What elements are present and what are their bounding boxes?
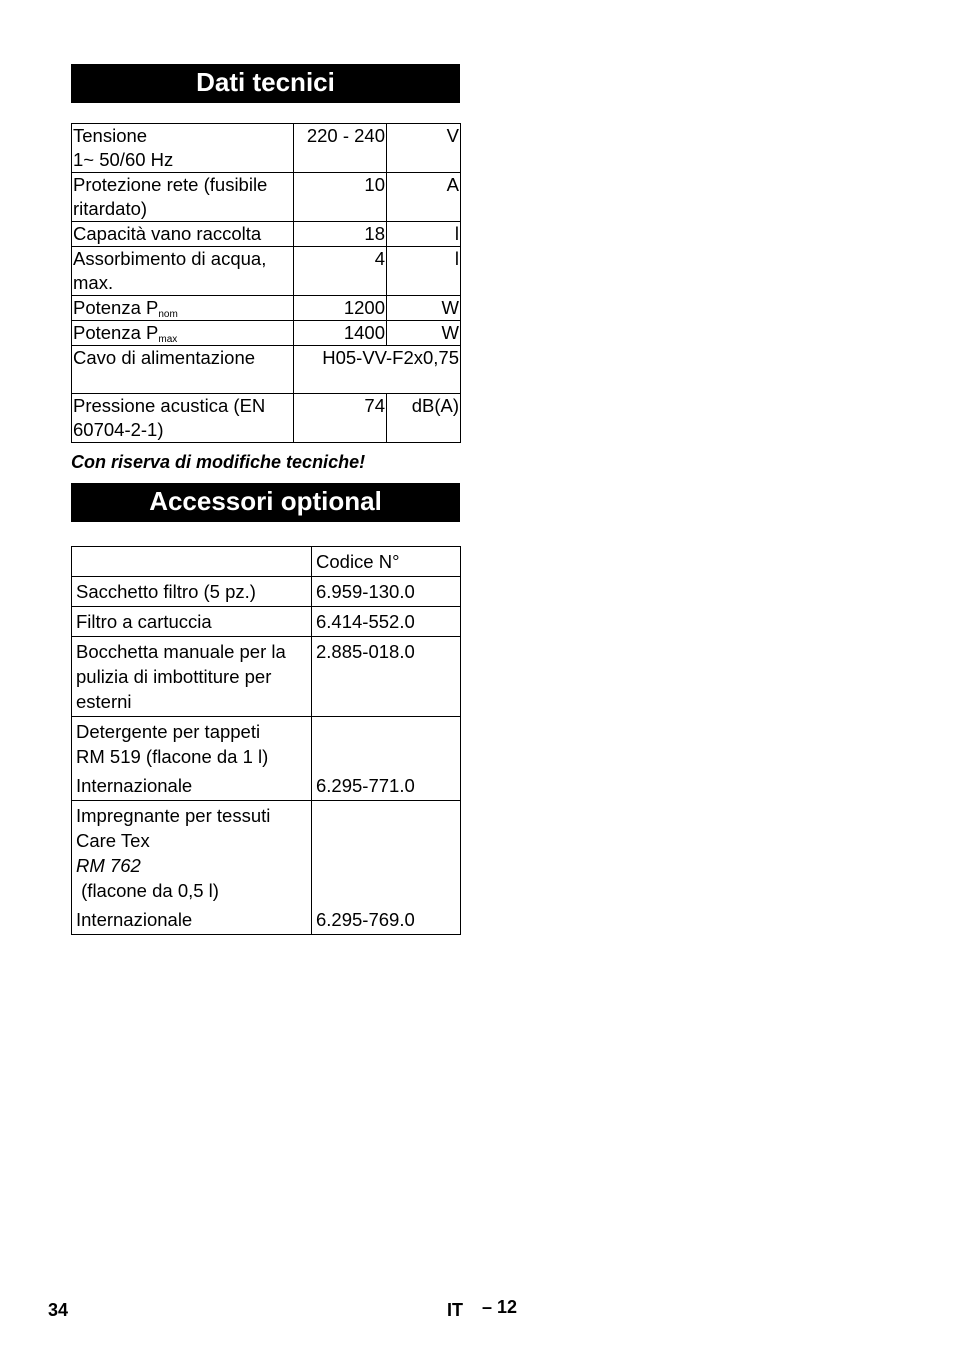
table-row	[72, 173, 461, 222]
row-label: Tensione 1~ 50/60 Hz	[72, 124, 294, 173]
row-unit: W	[387, 296, 461, 321]
accessory-name: Sacchetto filtro (5 pz.)	[72, 577, 312, 607]
row-value: 220 - 240	[294, 124, 387, 173]
tech-data-table	[71, 123, 461, 443]
table-row	[72, 394, 461, 443]
table-row	[72, 321, 461, 346]
section-title-dati-tecnici: Dati tecnici	[71, 64, 460, 103]
table-row	[72, 607, 461, 637]
header-empty-cell	[72, 547, 312, 577]
row-unit: V	[387, 124, 461, 173]
accessory-code: 6.959-130.0	[312, 577, 461, 607]
row-value: H05-VV-F2x0,75	[294, 346, 461, 394]
section-page-number: – 12	[482, 1297, 518, 1317]
row-value: 18	[294, 222, 387, 247]
accessory-name: Detergente per tappeti RM 519 (flacone da 1 l) Internazionale	[72, 717, 312, 801]
accessory-code: 6.414-552.0	[312, 607, 461, 637]
accessory-name: Filtro a cartuccia	[72, 607, 312, 637]
row-label: Potenza $P_{nom}$	[72, 296, 294, 321]
section-title-accessori: Accessori optional	[71, 483, 460, 522]
row-label: Cavo di alimentazione	[72, 346, 294, 394]
table-row	[72, 346, 461, 394]
row-value: 1200	[294, 296, 387, 321]
accessory-code: 6.295-769.0	[312, 801, 461, 935]
row-label: Protezione rete (fusibile ritardato)	[72, 173, 294, 222]
row-value: 74	[294, 394, 387, 443]
row-unit: dB(A)	[387, 394, 461, 443]
table-row	[72, 296, 461, 321]
accessory-name: Bocchetta manuale per la pulizia di imbottiture per esterni	[72, 637, 312, 717]
language-code: IT	[447, 1300, 463, 1320]
header-code: Codice N°	[312, 547, 461, 577]
accessory-code: 6.295-771.0	[312, 717, 461, 801]
row-label: Pressione acustica (EN 60704-2-1)	[72, 394, 294, 443]
row-unit: l	[387, 222, 461, 247]
notice-text: Con riserva di modifiche tecniche!	[71, 452, 366, 472]
row-value: 1400	[294, 321, 387, 346]
table-row	[72, 247, 461, 296]
row-unit: A	[387, 173, 461, 222]
row-unit: W	[387, 321, 461, 346]
row-label: Capacità vano raccolta	[72, 222, 294, 247]
table-row	[72, 801, 461, 935]
row-value: 10	[294, 173, 387, 222]
accessory-region: Internazionale	[76, 775, 193, 796]
accessories-table	[71, 546, 461, 935]
row-label: Potenza $P_{max}$	[72, 321, 294, 346]
table-row	[72, 717, 461, 801]
table-row	[72, 222, 461, 247]
table-row	[72, 577, 461, 607]
row-value: 4	[294, 247, 387, 296]
page-number: 34	[48, 1300, 69, 1320]
accessory-code: 2.885-018.0	[312, 637, 461, 717]
accessory-region: Internazionale	[76, 909, 193, 930]
table-row	[72, 124, 461, 173]
accessory-name: Impregnante per tessuti Care Tex RM 762 (flacone da 0,5 l) Internazionale	[72, 801, 312, 935]
table-row	[72, 547, 461, 577]
table-row	[72, 637, 461, 717]
row-label: Assorbimento di acqua, max.	[72, 247, 294, 296]
row-unit: l	[387, 247, 461, 296]
